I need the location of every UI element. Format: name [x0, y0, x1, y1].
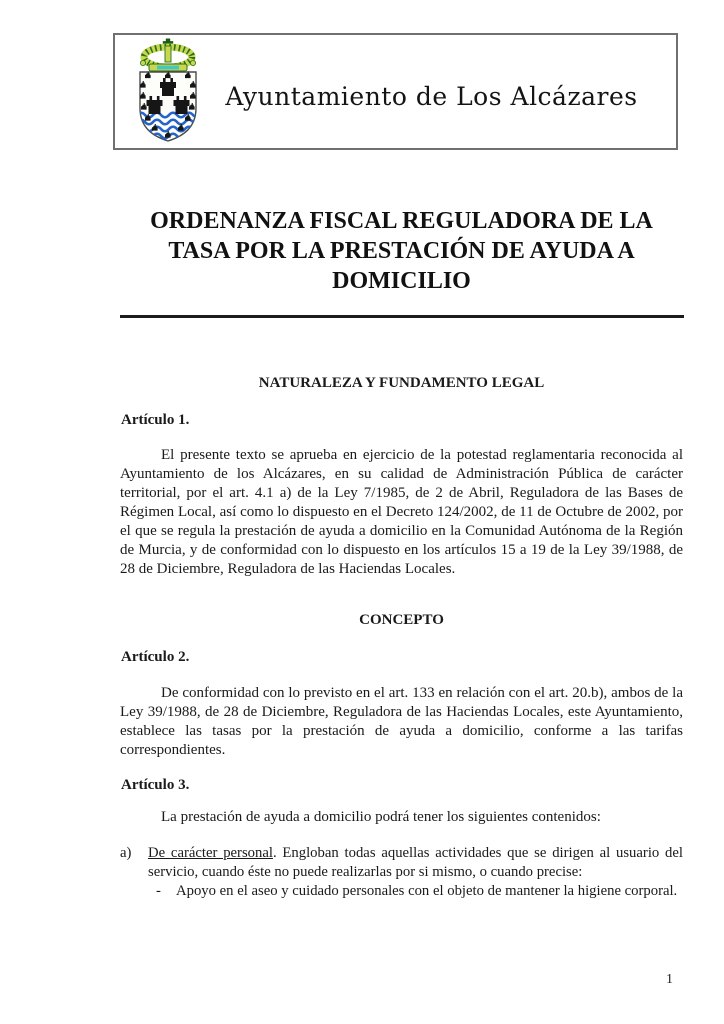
list-item-a-rest: . Engloban todas aquellas actividades que se dirigen al usuario del servicio, cuando éste no puede realizarlas por si mismo, o cuando precise: — [148, 845, 683, 880]
coat-of-arms-icon — [135, 38, 201, 146]
list-item-a-lead: De carácter personal — [148, 845, 273, 861]
articulo-1-body: El presente texto se aprueba en ejercicio de la potestad reglamentaria reconocida al Ayuntamiento de los Alcázares, en su calidad de Administración Pública de carácter territorial, por el art. 4.1 a) de la Ley 7/1985, de 2 de Abril, Reguladora de las Bases de Régimen Local, así como lo dispuesto en el Decreto 124/2002, de 11 de Octubre de 2002, por el que se regula la prestación de ayuda a domicilio en la Comunidad Autónoma de la Región de Murcia, y de conformidad con lo dispuesto en los artículos 15 a 19 de la Ley 39/1988, de 28 de Diciembre, Reguladora de las Haciendas Locales. — [120, 447, 683, 577]
organization-name: Ayuntamiento de Los Alcázares — [225, 82, 638, 111]
document-title-line-1: ORDENANZA FISCAL REGULADORA DE LA — [150, 208, 653, 234]
document-title — [120, 206, 683, 296]
list-subitem-dash — [148, 882, 683, 901]
document-header — [113, 33, 678, 150]
list-subitem-dash-marker: - — [156, 883, 161, 899]
list-subitem-dash-text: Apoyo en el aseo y cuidado personales con el objeto de mantener la higiene corporal. — [176, 883, 678, 899]
list-item-a — [120, 844, 683, 882]
list-item-a-text — [148, 844, 683, 882]
list-item-a-marker: a) — [120, 845, 132, 861]
articulo-1-label: Artículo 1. — [121, 412, 190, 428]
page-number: 1 — [666, 972, 673, 987]
articulo-2-label: Artículo 2. — [121, 649, 190, 665]
articulo-3-label: Artículo 3. — [121, 777, 190, 793]
document-title-line-3: DOMICILIO — [332, 268, 471, 294]
section-heading-naturaleza: NATURALEZA Y FUNDAMENTO LEGAL — [258, 375, 545, 391]
articulo-3-intro: La prestación de ayuda a domicilio podrá tener los siguientes contenidos: — [161, 809, 601, 825]
document-title-line-2: TASA POR LA PRESTACIÓN DE AYUDA A — [168, 238, 635, 264]
section-heading-concepto: CONCEPTO — [359, 612, 444, 628]
title-divider-rule — [120, 315, 684, 318]
articulo-2-body: De conformidad con lo previsto en el art. 133 en relación con el art. 20.b), ambos de la Ley 39/1988, de 28 de Diciembre, Reguladora de las Haciendas Locales, este Ayuntamiento, establece las tasas por la prestación de ayuda a domicilio, conforme a las tarifas correspondientes. — [120, 685, 683, 758]
